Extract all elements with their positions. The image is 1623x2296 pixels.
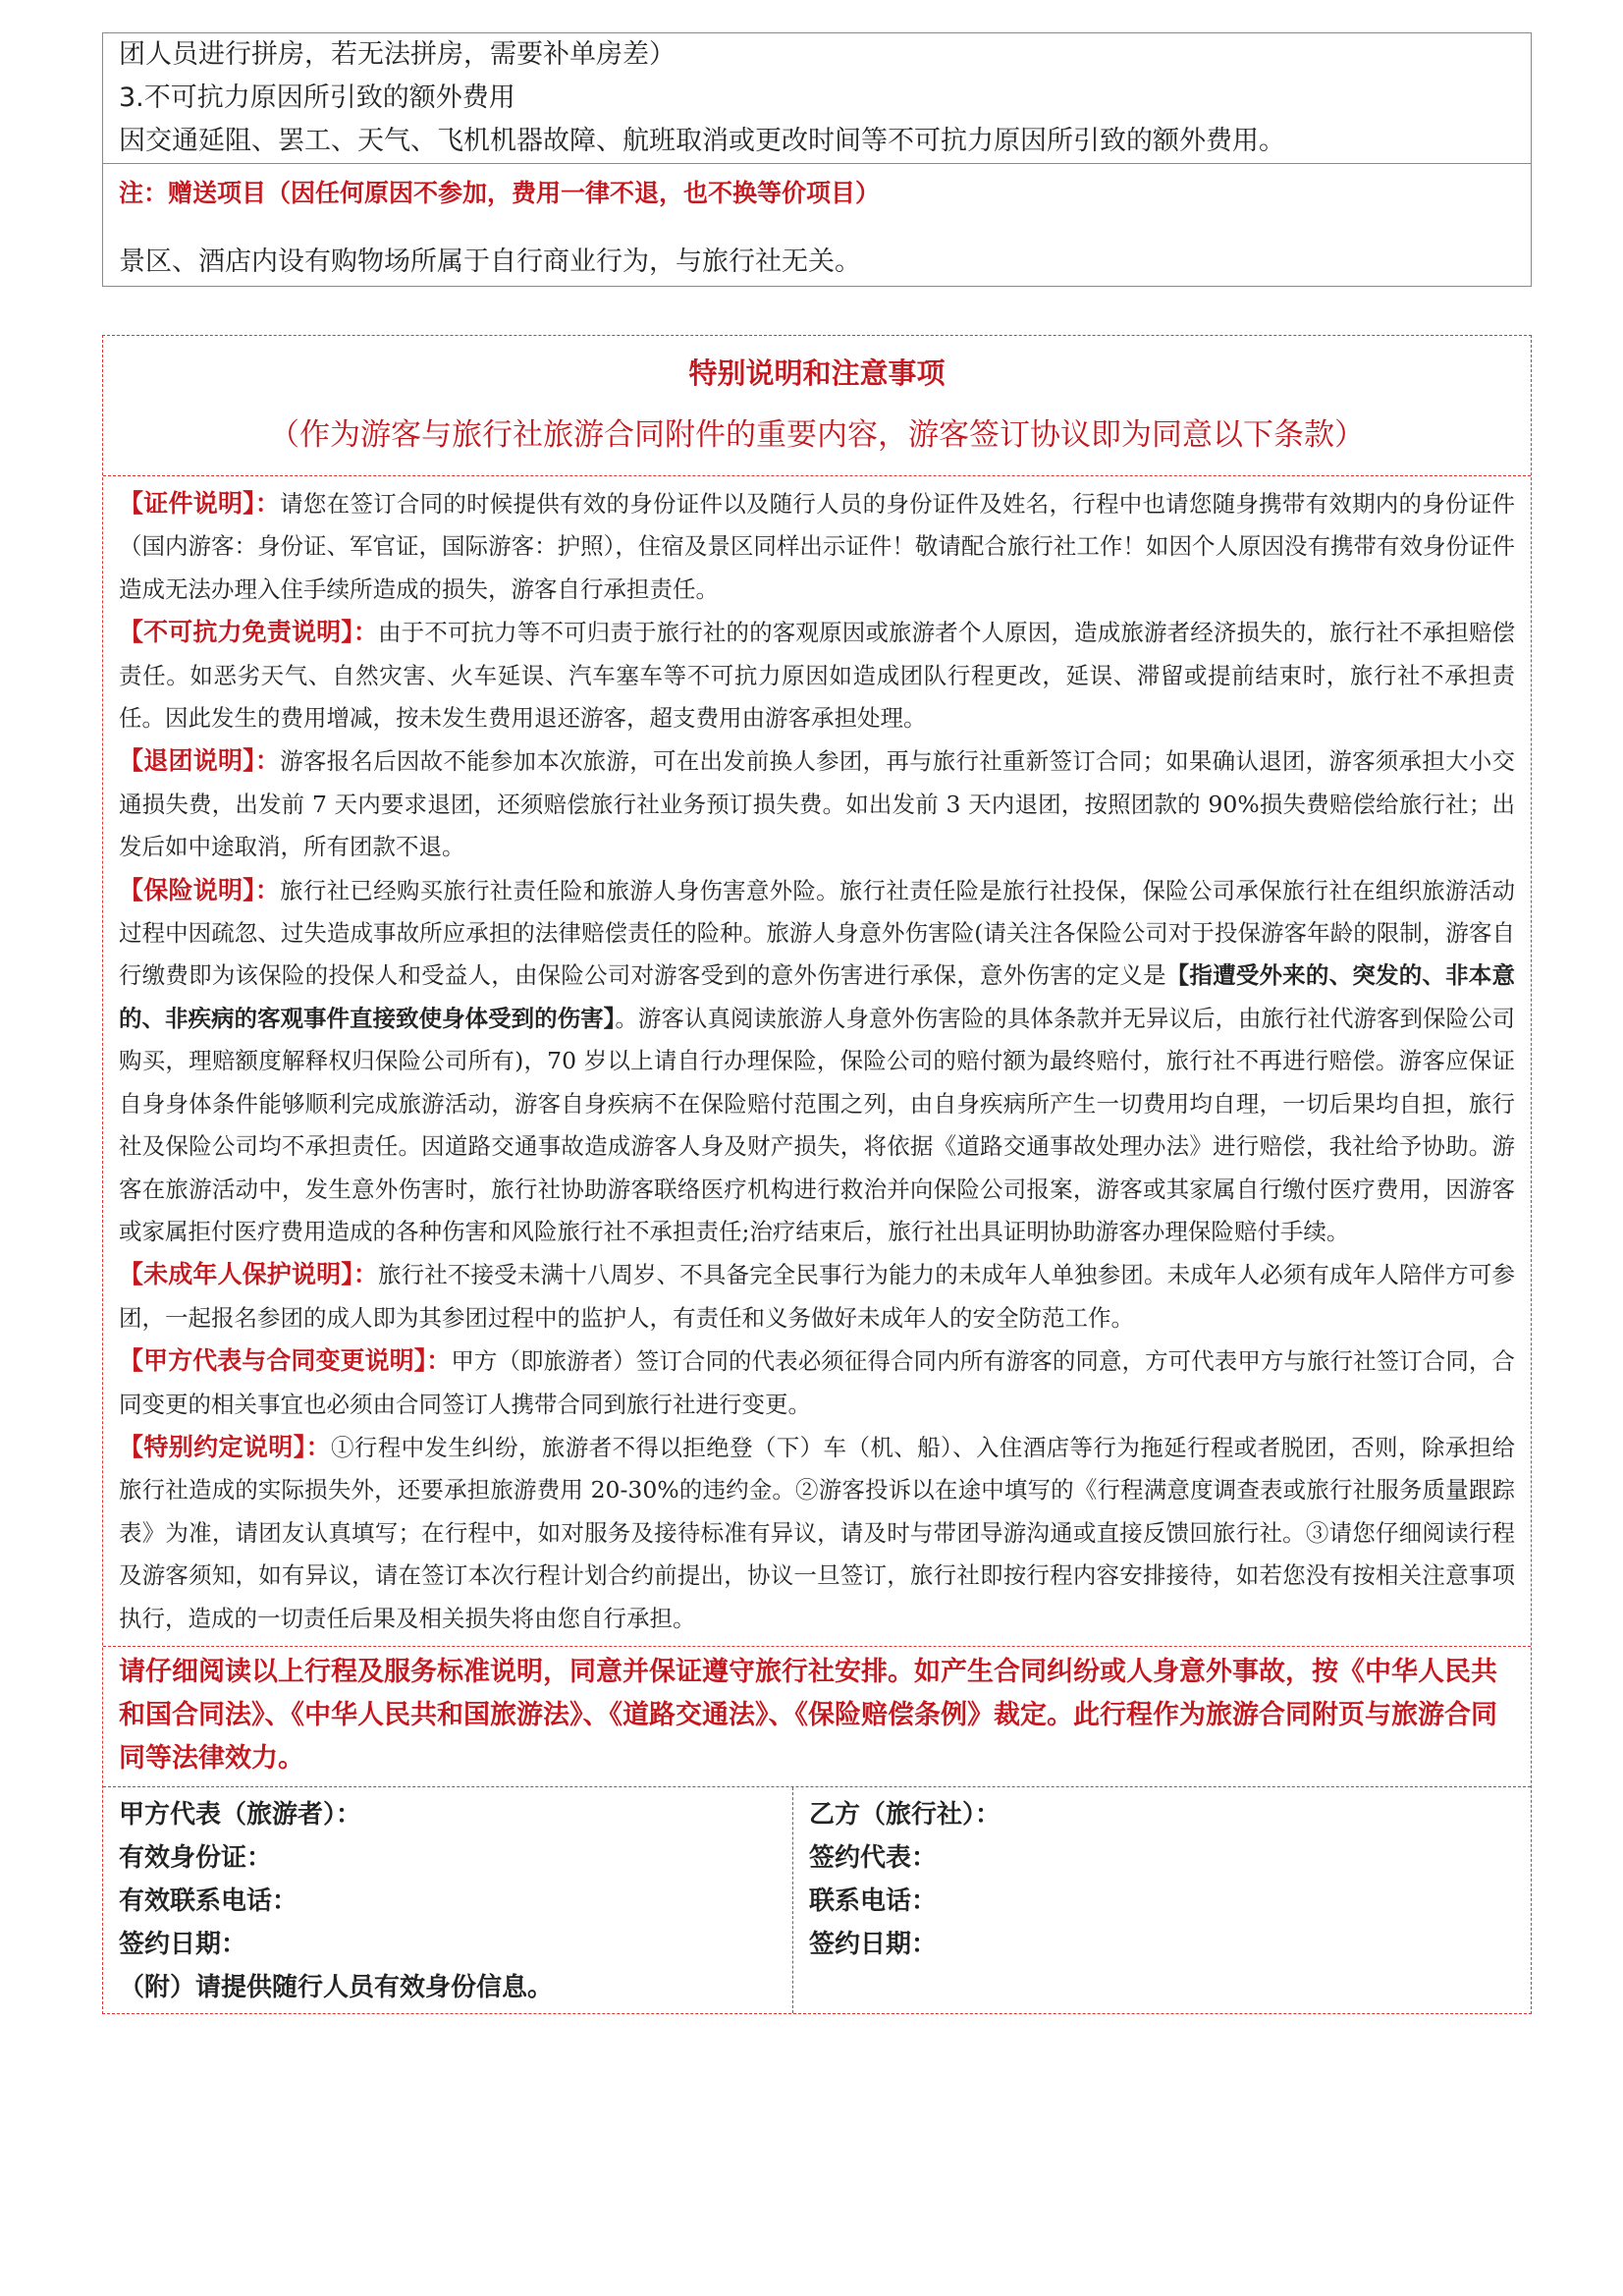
party-a-phone: 有效联系电话：	[119, 1886, 298, 1916]
notes-body	[103, 476, 1531, 1646]
section-tag: 【甲方代表与合同变更说明】：	[119, 1346, 452, 1376]
section-force-majeure	[119, 611, 1515, 739]
section-insurance	[119, 869, 1515, 1254]
force-majeure-detail: 因交通延阻、罢工、天气、飞机机器故障、航班取消或更改时间等不可抗力原因所引致的额外费用。	[119, 126, 1285, 156]
fees-table-continuation	[102, 32, 1532, 287]
section-text: 由于不可抗力等不可归责于旅行社的的客观原因或旅游者个人原因，造成旅游者经济损失的，旅行社不承担赔偿责任。如恶劣天气、自然灾害、火车延误、汽车塞车等不可抗力原因如造成团队行程更改，延误、滞留或提前结束时，旅行社不承担责任。因此发生的费用增减，按未发生费用退还游客，超支费用由游客承担处理。	[119, 619, 1515, 733]
signature-area	[103, 1786, 1531, 2013]
section-documents	[119, 482, 1515, 611]
special-notes-box	[102, 335, 1532, 2014]
section-text: ①行程中发生纠纷，旅游者不得以拒绝登（下）车（机、船）、入住酒店等行为拖延行程或者脱团，否则，除承担给旅行社造成的实际损失外，还要承担旅游费用 20-30%的违约金。②游客投诉以在途中填写的《行程满意度调查表或旅行社服务质量跟踪表》为准，请团友认真填写；在行程中，如对服务及接待标准有异议，请及时与带团导游沟通或直接反馈回旅行社。③请您仔细阅读行程及游客须知，如有异议，请在签订本次行程计划合约前提出，协议一旦签订，旅行社即按行程内容安排接待，如若您没有按相关注意事项执行，造成的一切责任后果及相关损失将由您自行承担。	[119, 1433, 1515, 1632]
section-text: 。游客认真阅读旅游人身意外伤害险的具体条款并无异议后，由旅行社代游客到保险公司购买，理赔额度解释权归保险公司所有)，70 岁以上请自行办理保险，保险公司的赔付额为最终赔付，旅行社不再进行赔偿。游客应保证自身身体条件能够顺利完成旅游活动，游客自身疾病不在保险赔付范围之列，由自身疾病所产生一切费用均自理，一切后果均自担，旅行社及保险公司均不承担责任。因道路交通事故造成游客人身及财产损失，将依据《道路交通事故处理办法》进行赔偿，我社给予协助。游客在旅游活动中，发生意外伤害时，旅行社协助游客联络医疗机构进行救治并向保险公司报案，游客或其家属自行缴付医疗费用，因游客或家属拒付医疗费用造成的各种伤害和风险旅行社不承担责任;治疗结束后，旅行社出具证明协助游客办理保险赔付手续。	[119, 1004, 1516, 1245]
notes-subtitle: （作为游客与旅行社旅游合同附件的重要内容，游客签订协议即为同意以下条款）	[269, 417, 1365, 453]
section-text: 旅行社不接受未满十八周岁、不具备完全民事行为能力的未成年人单独参团。未成年人必须有成年人陪伴方可参团，一起报名参团的成人即为其参团过程中的监护人，有责任和义务做好未成年人的安全防范工作。	[119, 1261, 1515, 1332]
party-b-title: 乙方（旅行社）：	[809, 1799, 1001, 1830]
party-b-column	[793, 1787, 1531, 2013]
party-b-phone: 联系电话：	[809, 1886, 938, 1916]
notes-cell	[103, 163, 1531, 286]
party-a-attachment: （附）请提供随行人员有效身份信息。	[119, 1972, 554, 2002]
section-tag: 【退团说明】：	[119, 746, 281, 776]
party-a-column	[103, 1787, 793, 2013]
section-tag: 【不可抗力免责说明】：	[119, 618, 378, 647]
excluded-fees-cell	[103, 33, 1531, 163]
party-b-rep: 签约代表：	[809, 1842, 938, 1873]
notes-header	[103, 336, 1531, 476]
section-minors	[119, 1253, 1515, 1339]
section-tag: 【证件说明】：	[119, 489, 281, 518]
section-contract-change	[119, 1339, 1515, 1426]
force-majeure-heading: 3.不可抗力原因所引致的额外费用	[119, 82, 515, 113]
shopping-disclaimer: 景区、酒店内设有购物场所属于自行商业行为，与旅行社无关。	[119, 246, 861, 277]
legal-warning: 请仔细阅读以上行程及服务标准说明，同意并保证遵守旅行社安排。如产生合同纠纷或人身意外事故，按《中华人民共和国合同法》、《中华人民共和国旅游法》、《道路交通法》、《保险赔偿条例》裁定。此行程作为旅游合同附页与旅游合同同等法律效力。	[103, 1646, 1531, 1786]
section-special-agreement	[119, 1426, 1515, 1640]
section-text: 甲方（即旅游者）签订合同的代表必须征得合同内所有游客的同意，方可代表甲方与旅行社签订合同，合同变更的相关事宜也必须由合同签订人携带合同到旅行社进行变更。	[119, 1347, 1515, 1418]
section-text: 游客报名后因故不能参加本次旅游，可在出发前换人参团，再与旅行社重新签订合同；如果确认退团，游客须承担大小交通损失费，出发前 7 天内要求退团，还须赔偿旅行社业务预订损失费。如出发前 3 天内退团，按照团款的 90%损失费赔偿给旅行社；出发后如中途取消，所有团款不退。	[119, 747, 1515, 861]
roommate-line: 团人员进行拼房，若无法拼房，需要补单房差）	[119, 39, 676, 70]
party-b-date: 签约日期：	[809, 1929, 938, 1959]
section-tag: 【特别约定说明】：	[119, 1432, 331, 1461]
section-tag: 【未成年人保护说明】：	[119, 1260, 378, 1289]
party-a-title: 甲方代表（旅游者）：	[119, 1799, 362, 1830]
section-text: 请您在签订合同的时候提供有效的身份证件以及随行人员的身份证件及姓名，行程中也请您随身携带有效期内的身份证件（国内游客：身份证、军官证，国际游客：护照），住宿及景区同样出示证件！敬请配合旅行社工作！如因个人原因没有携带有效身份证件造成无法办理入住手续所造成的损失，游客自行承担责任。	[119, 490, 1515, 603]
party-a-date: 签约日期：	[119, 1929, 247, 1959]
section-text: 旅行社已经购买旅行社责任险和旅游人身伤害意外险。旅行社责任险是旅行社投保，保险公司承保旅行社在组织旅游活动过程中因疏忽、过失造成事故所应承担的法律赔偿责任的险种。旅游人身意外伤害险(请关注各保险公司对于投保游客年龄的限制，游客自行缴费即为该保险的投保人和受益人，由保险公司对游客受到的意外伤害进行承保，意外伤害的定义是	[119, 876, 1515, 990]
injury-definition: 【指遭受外来的、突发的、非本意的、非疾病的客观事件直接致使身体受到的伤害】	[119, 961, 1516, 1032]
gift-items-note: 注：赠送项目（因任何原因不参加，费用一律不退，也不换等价项目）	[119, 179, 881, 207]
notes-title: 特别说明和注意事项	[688, 356, 946, 390]
section-tag: 【保险说明】：	[119, 875, 281, 904]
party-a-id: 有效身份证：	[119, 1842, 273, 1873]
section-withdrawal	[119, 739, 1515, 868]
